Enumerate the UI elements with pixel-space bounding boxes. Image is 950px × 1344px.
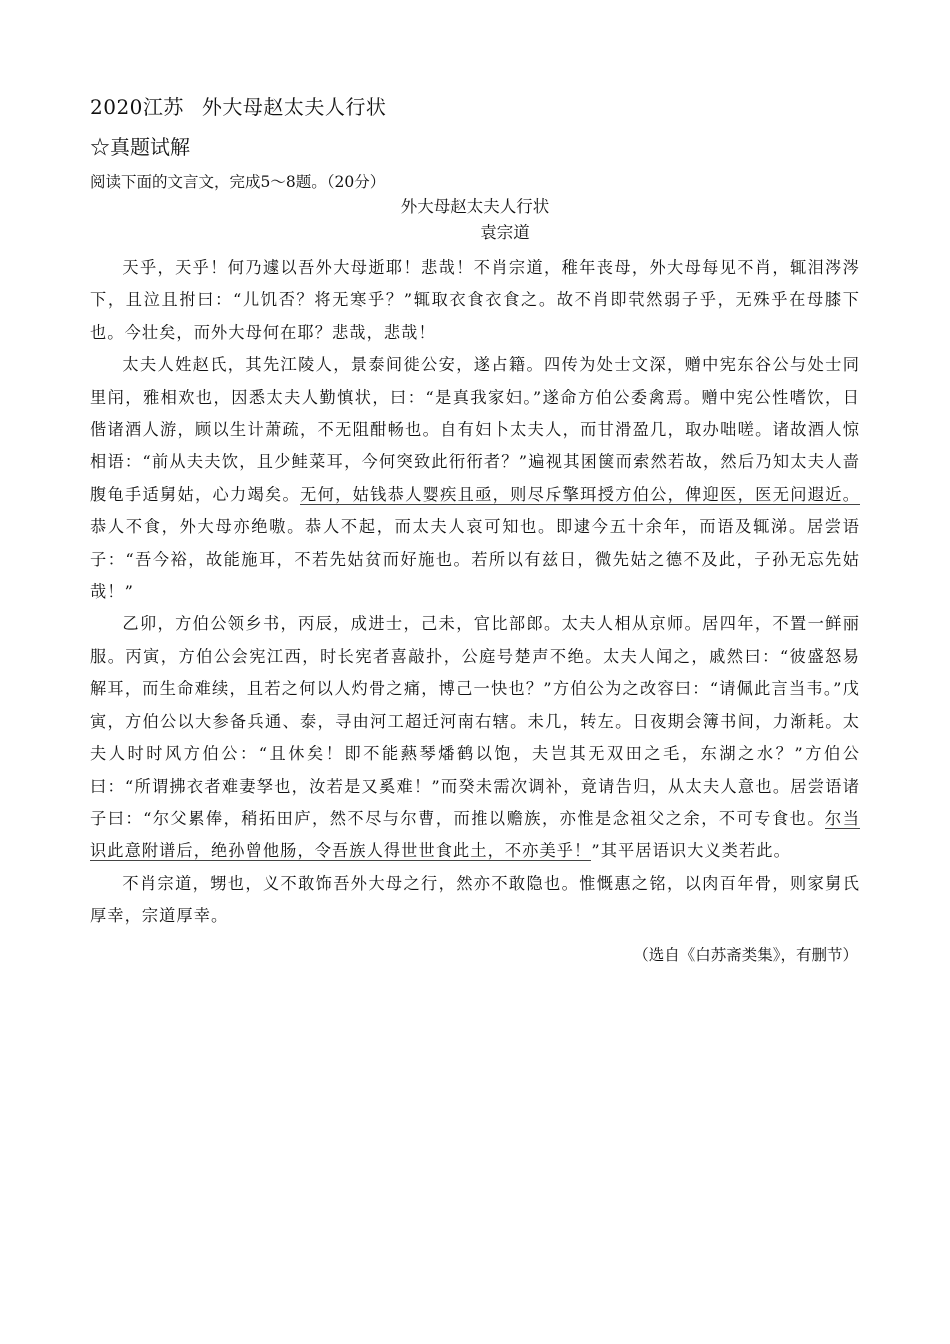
section-label: ☆真题试解 xyxy=(90,135,190,159)
title-year-region: 2020江苏 xyxy=(90,95,184,119)
document-title xyxy=(90,92,860,122)
underlined-sentence-1: 无何，姑钱恭人婴疾且亟，则尽斥擎珥授方伯公，俾迎医，医无问遐近。 xyxy=(300,484,860,504)
paragraph-3-text-b: ”其平居语识大义类若此。 xyxy=(591,841,791,861)
paragraph-1: 天乎，天乎！何乃遽以吾外大母逝耶！悲哉！不肖宗道，稚年丧母，外大母每见不肖，辄泪涔涔下，且泣且拊曰：“儿饥否？将无寒乎？”辄取衣食衣食之。故不肖即茕然弱子乎，无殊乎在母膝下也。今壮矣，而外大母何在耶？悲哉，悲哉！ xyxy=(90,258,860,342)
title-text: 外大母赵太夫人行状 xyxy=(201,95,387,119)
passage-author: 袁宗道 xyxy=(480,223,530,242)
source-citation: （选自《白苏斋类集》，有删节） xyxy=(633,945,858,964)
paragraph-3-text-a: 乙卯，方伯公领乡书，丙辰，成进士，己未，官比部郎。太夫人相从京师。居四年，不置一鲜丽服。丙寅，方伯公会宪江西，时长宪者喜敲扑，公庭号楚声不绝。太夫人闻之，戚然曰：“彼盛怒易解耳，而生命难续，且若之何以人灼骨之痛，博己一快也？”方伯公为之改容曰：“请佩此言当韦。”戊寅，方伯公以大参备兵通、泰，寻由河工超迁河南右辖。未几，转左。日夜期会簿书间，力渐耗。太夫人时时风方伯公：“且休矣！即不能爇琴燔鹤以饱，夫岂其无双田之毛，东湖之水？”方伯公曰：“所谓拂衣者难妻孥也，汝若是又奚难！”而癸未需次调补，竟请告归，从太夫人意也。居尝语诸子曰：“尔父累俸，稍拓田庐，然不尽与尔曹，而推以赡族，亦惟是念祖父之余，不可专食也。 xyxy=(90,614,860,828)
passage-title: 外大母赵太夫人行状 xyxy=(400,197,550,216)
document-page xyxy=(90,92,860,967)
instruction-text: 阅读下面的文言文，完成5～8题。（20分） xyxy=(90,173,386,191)
paragraph-2-text-b: 恭人不食，外大母亦绝嗷。恭人不起，而太夫人哀可知也。即逮今五十余年，而语及辄涕。居尝语子：“吾今裕，故能施耳，不若先姑贫而好施也。若所以有兹日，微先姑之德不及此，子孙无忘先姑哉！” xyxy=(90,517,860,602)
paragraph-2 xyxy=(90,349,860,608)
paragraph-4: 不肖宗道，甥也，义不敢饰吾外大母之行，然亦不敢隐也。惟慨惠之铭，以肉百年骨，则家舅氏厚幸，宗道厚幸。 xyxy=(90,873,860,926)
underlined-sentence-2: 尔当识此意附谱后，绝孙曾他肠，令吾族人得世世食此土，不亦美乎！ xyxy=(90,808,860,861)
paragraph-2-text-a: 太夫人姓赵氏，其先江陵人，景泰间徙公安，遂占籍。四传为处士文深，赠中宪东谷公与处士同里闬，雅相欢也，因悉太夫人勤慎状，曰：“是真我家妇。”遂命方伯公委禽焉。赠中宪公性嗜饮，日偕诸酒人游，顾以生计萧疏，不无阻酣畅也。自有妇卜太夫人，而甘滑盈几，取办咄嗟。诸故酒人惊相语：“前从夫夫饮，且少鲑菜耳，今何突致此衎衎者？”遍视其囷箧而索然若故，然后乃知太夫人啬腹龟手适舅姑，心力竭矣。 xyxy=(90,355,860,504)
paragraph-3 xyxy=(90,608,860,867)
